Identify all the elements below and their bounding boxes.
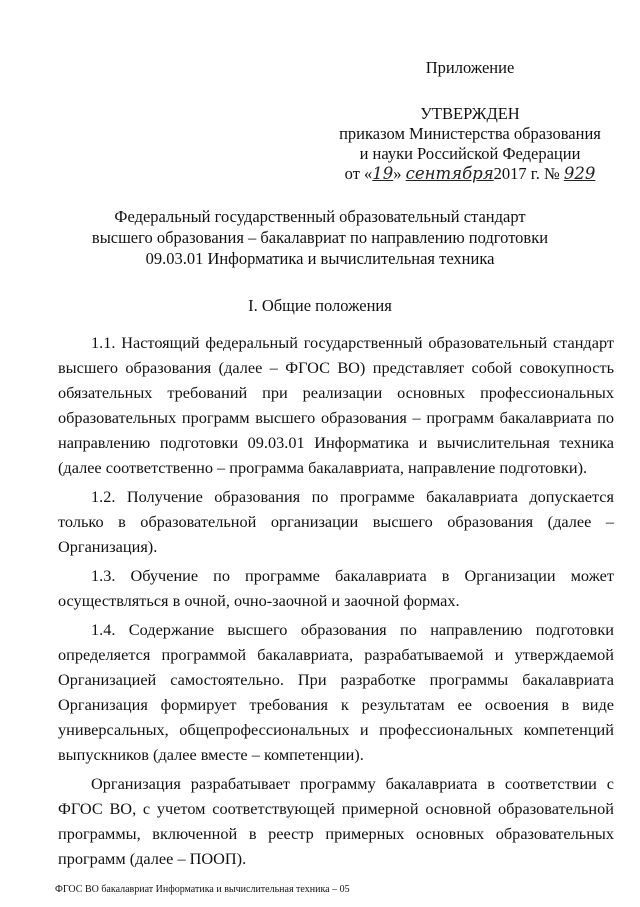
title-line-1: Федеральный государственный образовательный стандарт xyxy=(114,207,526,226)
page-footer: ФГОС ВО бакалавриат Информатика и вычислительная техника – 05 xyxy=(55,884,350,895)
paragraph-1-4: 1.4. Содержание высшего образования по направлению подготовки определяется программой бакалавриата, разрабатываемой и утверждаемой Организацией самостоятельно. При разработке программы бакалавриата Организация формирует требования к результатам ее освоения в виде универсальных, общепрофессиональных и профессиональных компетенций выпускников (далее вместе – компетенции). xyxy=(58,620,614,764)
header-spacer xyxy=(320,78,620,104)
appendix-label: Приложение xyxy=(425,58,515,77)
title-line-3: 09.03.01 Информатика и вычислительная техника xyxy=(145,249,495,268)
date-prefix: от « xyxy=(344,164,373,183)
handwritten-month: сентября xyxy=(405,164,494,183)
handwritten-number: 929 xyxy=(563,164,596,183)
date-mid: » xyxy=(393,164,402,183)
order-date-line xyxy=(320,164,620,184)
paragraph-1-2: 1.2. Получение образования по программе бакалавриата допускается только в образовательной организации высшего образования (далее – Организация). xyxy=(58,487,614,556)
section-heading: I. Общие положения xyxy=(248,296,392,315)
document-title xyxy=(60,206,580,269)
order-line-1: приказом Министерства образования xyxy=(339,124,601,143)
paragraph-organization: Организация разрабатывает программу бакалавриата в соответствии с ФГОС ВО, с учетом соответствующей примерной основной образовательной программы, включенной в реестр примерных основных образовательных программ (далее – ПООП). xyxy=(58,774,614,868)
title-line-2: высшего образования – бакалавриат по направлению подготовки xyxy=(91,228,549,247)
year-text: 2017 г. № xyxy=(493,164,560,183)
approved-label: УТВЕРЖДЕН xyxy=(420,104,520,123)
approval-header xyxy=(320,58,620,184)
handwritten-day: 19 xyxy=(372,164,394,183)
document-body xyxy=(58,330,614,871)
paragraph-1-1: 1.1. Настоящий федеральный государственный образовательный стандарт высшего образования (далее – ФГОС ВО) представляет собой совокупность обязательных требований при реализации основных профессиональных образовательных программ высшего образования – программ бакалавриата по направлению подготовки 09.03.01 Информатика и вычислительная техника (далее соответственно – программа бакалавриата, направление подготовки). xyxy=(58,333,614,477)
order-line-2: и науки Российской Федерации xyxy=(359,144,581,163)
paragraph-1-3: 1.3. Обучение по программе бакалавриата в Организации может осуществляться в очной, очно-заочной и заочной формах. xyxy=(58,566,614,610)
